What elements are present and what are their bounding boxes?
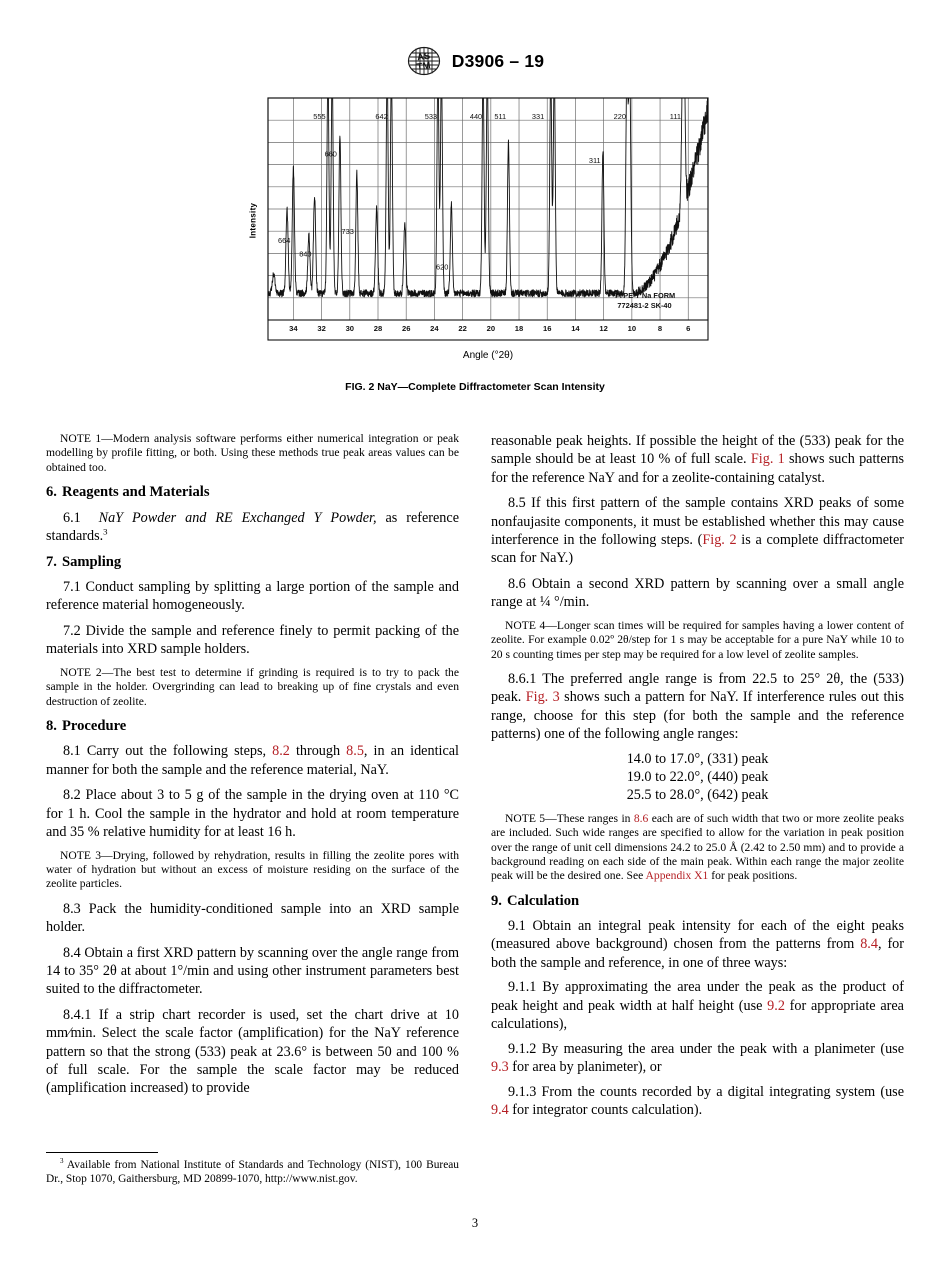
p841cont-text-b: shows such patterns for the reference NaY and for a zeolite-containing catalyst.: [491, 451, 904, 486]
svg-text:14: 14: [571, 324, 580, 333]
p61-number: 6.1: [63, 509, 81, 526]
svg-text:440: 440: [469, 111, 483, 121]
xref-fig-2[interactable]: Fig. 2: [702, 531, 737, 548]
svg-text:12: 12: [599, 324, 608, 333]
p911-text-b: for appropriate area calculations),: [491, 997, 904, 1032]
svg-text:TYPE Y Na FORM: TYPE Y Na FORM: [613, 291, 676, 300]
svg-text:311: 311: [588, 156, 601, 166]
right-column: [491, 432, 904, 1126]
svg-text:533: 533: [424, 111, 438, 121]
svg-text:331: 331: [531, 111, 545, 121]
svg-text:733: 733: [341, 227, 354, 237]
xref-fig-3[interactable]: Fig. 3: [525, 689, 560, 706]
note-1-label: NOTE 1: [60, 432, 102, 445]
p81-text-c: , in an identical manner for both the sample and the reference material, NaY.: [46, 743, 459, 778]
svg-text:660: 660: [324, 149, 337, 159]
note-4: [491, 619, 904, 662]
note-1: [46, 432, 459, 475]
p81-text-a: 8.1 Carry out the following steps,: [63, 743, 273, 760]
note-5-text-c: for peak positions.: [708, 869, 798, 883]
p91-text-a: 9.1 Obtain an integral peak intensity for each of the eight peaks (measured above background) chosen from the patterns from: [491, 918, 904, 953]
xref-8-4[interactable]: 8.4: [860, 936, 878, 953]
heading-6-title: Reagents and Materials: [61, 484, 210, 501]
p61-rest: as reference standards.: [46, 509, 459, 544]
svg-text:10: 10: [627, 324, 637, 333]
p911-text-a: 9.1.1 By approximating the area under the peak as the product of peak height and peak width at half height (use: [491, 979, 904, 1014]
paragraph-9-1-1: [491, 978, 904, 1033]
heading-section-7: [46, 553, 459, 572]
xrd-chart-svg: [266, 96, 710, 344]
page-header: [0, 46, 950, 76]
paragraph-8-3: 8.3 Pack the humidity-conditioned sample into an XRD sample holder.: [46, 900, 459, 936]
note-2: [46, 666, 459, 709]
y-axis-label: Intensity: [248, 202, 258, 238]
footnote-3-text: Available from National Institute of Standards and Technology (NIST), 100 Bureau Dr., Stop 1070, Gaithersburg, MD 20899-1070, http://www.nist.gov.: [46, 1159, 459, 1186]
paragraph-9-1: [491, 917, 904, 972]
note-1-text: —Modern analysis software performs either numerical integration or peak modelling by profile fitting, or both. Using these methods true peak areas values can be obtained too.: [46, 432, 460, 474]
p861-text-b: shows such a pattern for NaY. If interference rules out this range, choose for this step (for both the sample and the reference patterns) one of the following angle ranges:: [491, 689, 904, 742]
p913-text-a: 9.1.3 From the counts recorded by a digital integrating system (use: [508, 1083, 904, 1100]
left-column: [46, 432, 459, 1105]
paragraph-8-6: 8.6 Obtain a second XRD pattern by scanning over a small angle range at ¼ °/min.: [491, 575, 904, 610]
x-axis-label: Angle (°2θ): [462, 350, 514, 361]
y-axis-label-cell: [240, 96, 266, 344]
paragraph-8-4: 8.4 Obtain a first XRD pattern by scanning over the angle range from 14 to 35° 2θ at about 1°/min and using other instrument parameters best suited to the diffractometer.: [46, 944, 459, 998]
heading-section-6: [46, 483, 459, 502]
svg-text:642: 642: [375, 111, 388, 121]
footnote-3: [46, 1158, 459, 1186]
heading-section-9: [491, 892, 904, 911]
angle-range-item-1: 14.0 to 17.0°, (331) peak: [626, 750, 769, 767]
xref-9-4[interactable]: 9.4: [491, 1101, 509, 1118]
paragraph-8-6-1: [491, 670, 904, 743]
svg-text:772481-2 SK-40: 772481-2 SK-40: [617, 301, 672, 310]
paragraph-8-5: [491, 494, 904, 567]
paragraph-9-1-3: [491, 1083, 904, 1120]
xref-8-6[interactable]: 8.6: [633, 811, 649, 825]
p912-text-b: for area by planimeter), or: [508, 1058, 662, 1075]
svg-text:24: 24: [430, 324, 439, 333]
angle-range-list: [491, 750, 904, 805]
paragraph-9-1-2: [491, 1040, 904, 1077]
svg-text:16: 16: [543, 324, 552, 333]
xref-appendix-x1[interactable]: Appendix X1: [645, 869, 709, 883]
body-two-column: [46, 432, 904, 1212]
paragraph-8-1: [46, 742, 459, 779]
standard-designation: D3906 – 19: [451, 50, 545, 71]
p841cont-text-a: reasonable peak heights. If possible the height of the (533) peak for the sample should be at least 10 % of full scale.: [491, 433, 904, 468]
svg-text:30: 30: [345, 324, 355, 333]
note-4-label: NOTE 4: [505, 618, 546, 632]
p861-text-a: 8.6.1 The preferred angle range is from 22.5 to 25° 2θ, the (533) peak.: [491, 671, 904, 706]
svg-text:620: 620: [435, 262, 449, 272]
footnote-marker-3: 3: [103, 526, 108, 537]
heading-8-number: 8.: [46, 718, 57, 735]
paragraph-7-2: 7.2 Divide the sample and reference finely to permit packing of the materials into XRD sample holders.: [46, 622, 459, 658]
angle-range-item-2: 19.0 to 22.0°, (440) peak: [626, 768, 769, 785]
xref-9-3[interactable]: 9.3: [491, 1058, 509, 1075]
p81-text-b: through: [289, 743, 347, 760]
note-5-label: NOTE 5: [505, 811, 546, 825]
heading-7-title: Sampling: [61, 553, 122, 570]
svg-text:34: 34: [289, 324, 298, 333]
paragraph-7-1: 7.1 Conduct sampling by splitting a large portion of the sample and reference material homogeneously.: [46, 578, 459, 614]
note-3-text: —Drying, followed by rehydration, results in filling the zeolite pores with water of hydration but without an excess of moisture residing on the surface of the zeolite particles.: [46, 848, 459, 891]
note-5: [491, 812, 904, 884]
p61-italic: NaY Powder and RE Exchanged Y Powder,: [98, 509, 377, 526]
footnote-3-marker: 3: [60, 1157, 64, 1166]
heading-7-number: 7.: [46, 553, 57, 570]
svg-text:22: 22: [458, 324, 467, 333]
p912-text-a: 9.1.2 By measuring the area under the peak with a planimeter (use: [508, 1040, 904, 1057]
heading-9-title: Calculation: [506, 892, 580, 909]
xref-fig-1[interactable]: Fig. 1: [750, 451, 785, 468]
angle-range-item-3: 25.5 to 28.0°, (642) peak: [626, 787, 769, 804]
paragraph-8-4-1-continued: [491, 432, 904, 487]
svg-text:220: 220: [613, 111, 627, 121]
svg-text:26: 26: [401, 324, 411, 333]
svg-text:8: 8: [657, 324, 663, 333]
svg-text:6: 6: [686, 324, 691, 333]
xref-8-5[interactable]: 8.5: [346, 743, 364, 760]
figure-2: [0, 96, 950, 393]
page-number: 3: [471, 1216, 479, 1230]
heading-8-title: Procedure: [61, 718, 127, 735]
svg-text:511: 511: [494, 111, 507, 121]
svg-text:AS: AS: [416, 50, 431, 64]
svg-text:18: 18: [514, 324, 524, 333]
heading-section-8: [46, 717, 459, 736]
p913-text-b: for integrator counts calculation).: [508, 1101, 703, 1118]
xref-8-2[interactable]: 8.2: [272, 743, 290, 760]
note-4-text: —Longer scan times will be required for samples having a lower content of zeolite. For example 0.02º 2θ/step for 1 s may be acceptable for a pure NaY while 10 to 20 s counting times per step may be required for a low level of zeolite samples.: [491, 618, 904, 661]
svg-text:20: 20: [486, 324, 496, 333]
svg-text:111: 111: [669, 111, 682, 121]
paragraph-6-1: [46, 509, 459, 546]
svg-text:28: 28: [373, 324, 383, 333]
footnote-rule: [46, 1152, 158, 1153]
p91-text-b: , for both the sample and reference, in one of three ways:: [491, 936, 904, 971]
p85-text-b: is a complete diffractometer scan for NaY.): [491, 531, 905, 566]
xref-9-2[interactable]: 9.2: [767, 997, 785, 1014]
figure-caption: FIG. 2 NaY—Complete Diffractometer Scan Intensity: [345, 381, 605, 393]
p85-text-a: 8.5 If this first pattern of the sample contains XRD peaks of some nonfaujasite components, it must be established whether this may cause interference in the following steps. (: [491, 495, 904, 548]
heading-6-number: 6.: [46, 484, 57, 501]
paragraph-8-4-1: 8.4.1 If a strip chart recorder is used, set the chart drive at 10 mm⁄min. Select the scale factor (amplification) for the NaY reference pattern so that the strong (533) peak at 23.6° is between 50 and 100 % of full scale. For the sample the scale factor may be reduced (amplification increased) to provide: [46, 1007, 459, 1097]
svg-text:32: 32: [317, 324, 326, 333]
paragraph-8-2: 8.2 Place about 3 to 5 g of the sample in the drying oven at 110 °C for 1 h. Cool the sample in the hydrator and hold at room temperature and 35 % relative humidity for at least 16 h.: [46, 787, 459, 840]
xrd-diffractogram-plot: [266, 96, 710, 344]
svg-text:555: 555: [313, 111, 326, 121]
note-3: [46, 849, 459, 892]
svg-text:840: 840: [299, 249, 312, 259]
heading-9-number: 9.: [491, 892, 502, 909]
note-3-label: NOTE 3: [60, 848, 102, 862]
note-2-text: —The best test to determine if grinding is required is to try to pack the sample in the holder. Overgrinding can lead to breaking up of fine crystals and even destruction of zeolite.: [46, 665, 459, 708]
astm-logo-icon: [406, 46, 442, 76]
svg-text:TM: TM: [415, 60, 431, 73]
note-2-label: NOTE 2: [60, 665, 102, 679]
note-5-text-a: —These ranges in: [545, 811, 634, 825]
note-5-text-b: each are of such width that two or more zeolite peaks are included. Such wide ranges are specified to allow for the variation in peak position over the range of unit cell dimensions 24.2 to 25.0 Å (2.42 to 2.50 mm) and to provide a background reading on each side of the main peak. Within each range the major zeolite peak will be the desired one. See: [491, 811, 904, 883]
footnote-zone: [46, 1152, 459, 1186]
svg-text:664: 664: [278, 236, 291, 246]
